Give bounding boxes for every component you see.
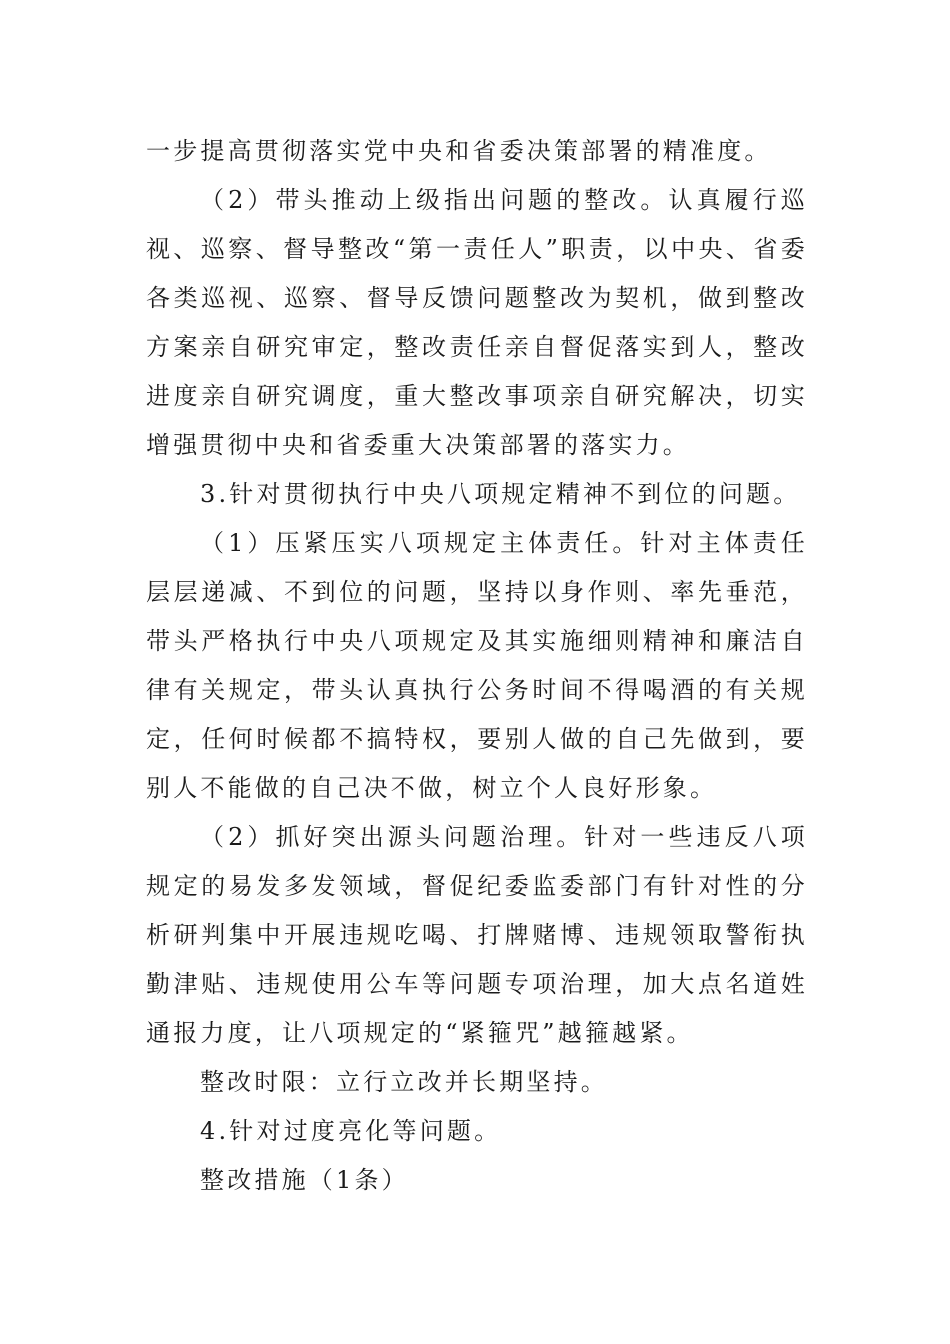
deadline-line: 整改时限：立行立改并长期坚持。 <box>200 1068 608 1096</box>
section-heading: 3.针对贯彻执行中央八项规定精神不到位的问题。 <box>200 480 801 508</box>
measures-line: 整改措施（1条） <box>200 1166 409 1194</box>
section-heading: 4.针对过度亮化等问题。 <box>200 1117 502 1145</box>
paragraph: （2）带头推动上级指出问题的整改。认真履行巡视、巡察、督导整改“第一责任人”职责，以中央、省委各类巡视、巡察、督导反馈问题整改为契机，做到整改方案亲自研究审定，整改责任亲自督促落实到人，整改进度亲自研究调度，重大整改事项亲自研究解决，切实增强贯彻中央和省委重大决策部署的落实力。 <box>146 186 808 459</box>
paragraph: 一步提高贯彻落实党中央和省委决策部署的精准度。 <box>146 137 772 165</box>
document-body <box>146 127 808 1205</box>
paragraph: （1）压紧压实八项规定主体责任。针对主体责任层层递减、不到位的问题，坚持以身作则、率先垂范，带头严格执行中央八项规定及其实施细则精神和廉洁自律有关规定，带头认真执行公务时间不得喝酒的有关规定，任何时候都不搞特权，要别人做的自己先做到，要别人不能做的自己决不做，树立个人良好形象。 <box>146 529 808 802</box>
paragraph: （2）抓好突出源头问题治理。针对一些违反八项规定的易发多发领域，督促纪委监委部门有针对性的分析研判集中开展违规吃喝、打牌赌博、违规领取警衔执勤津贴、违规使用公车等问题专项治理，加大点名道姓通报力度，让八项规定的“紧箍咒”越箍越紧。 <box>146 823 808 1047</box>
